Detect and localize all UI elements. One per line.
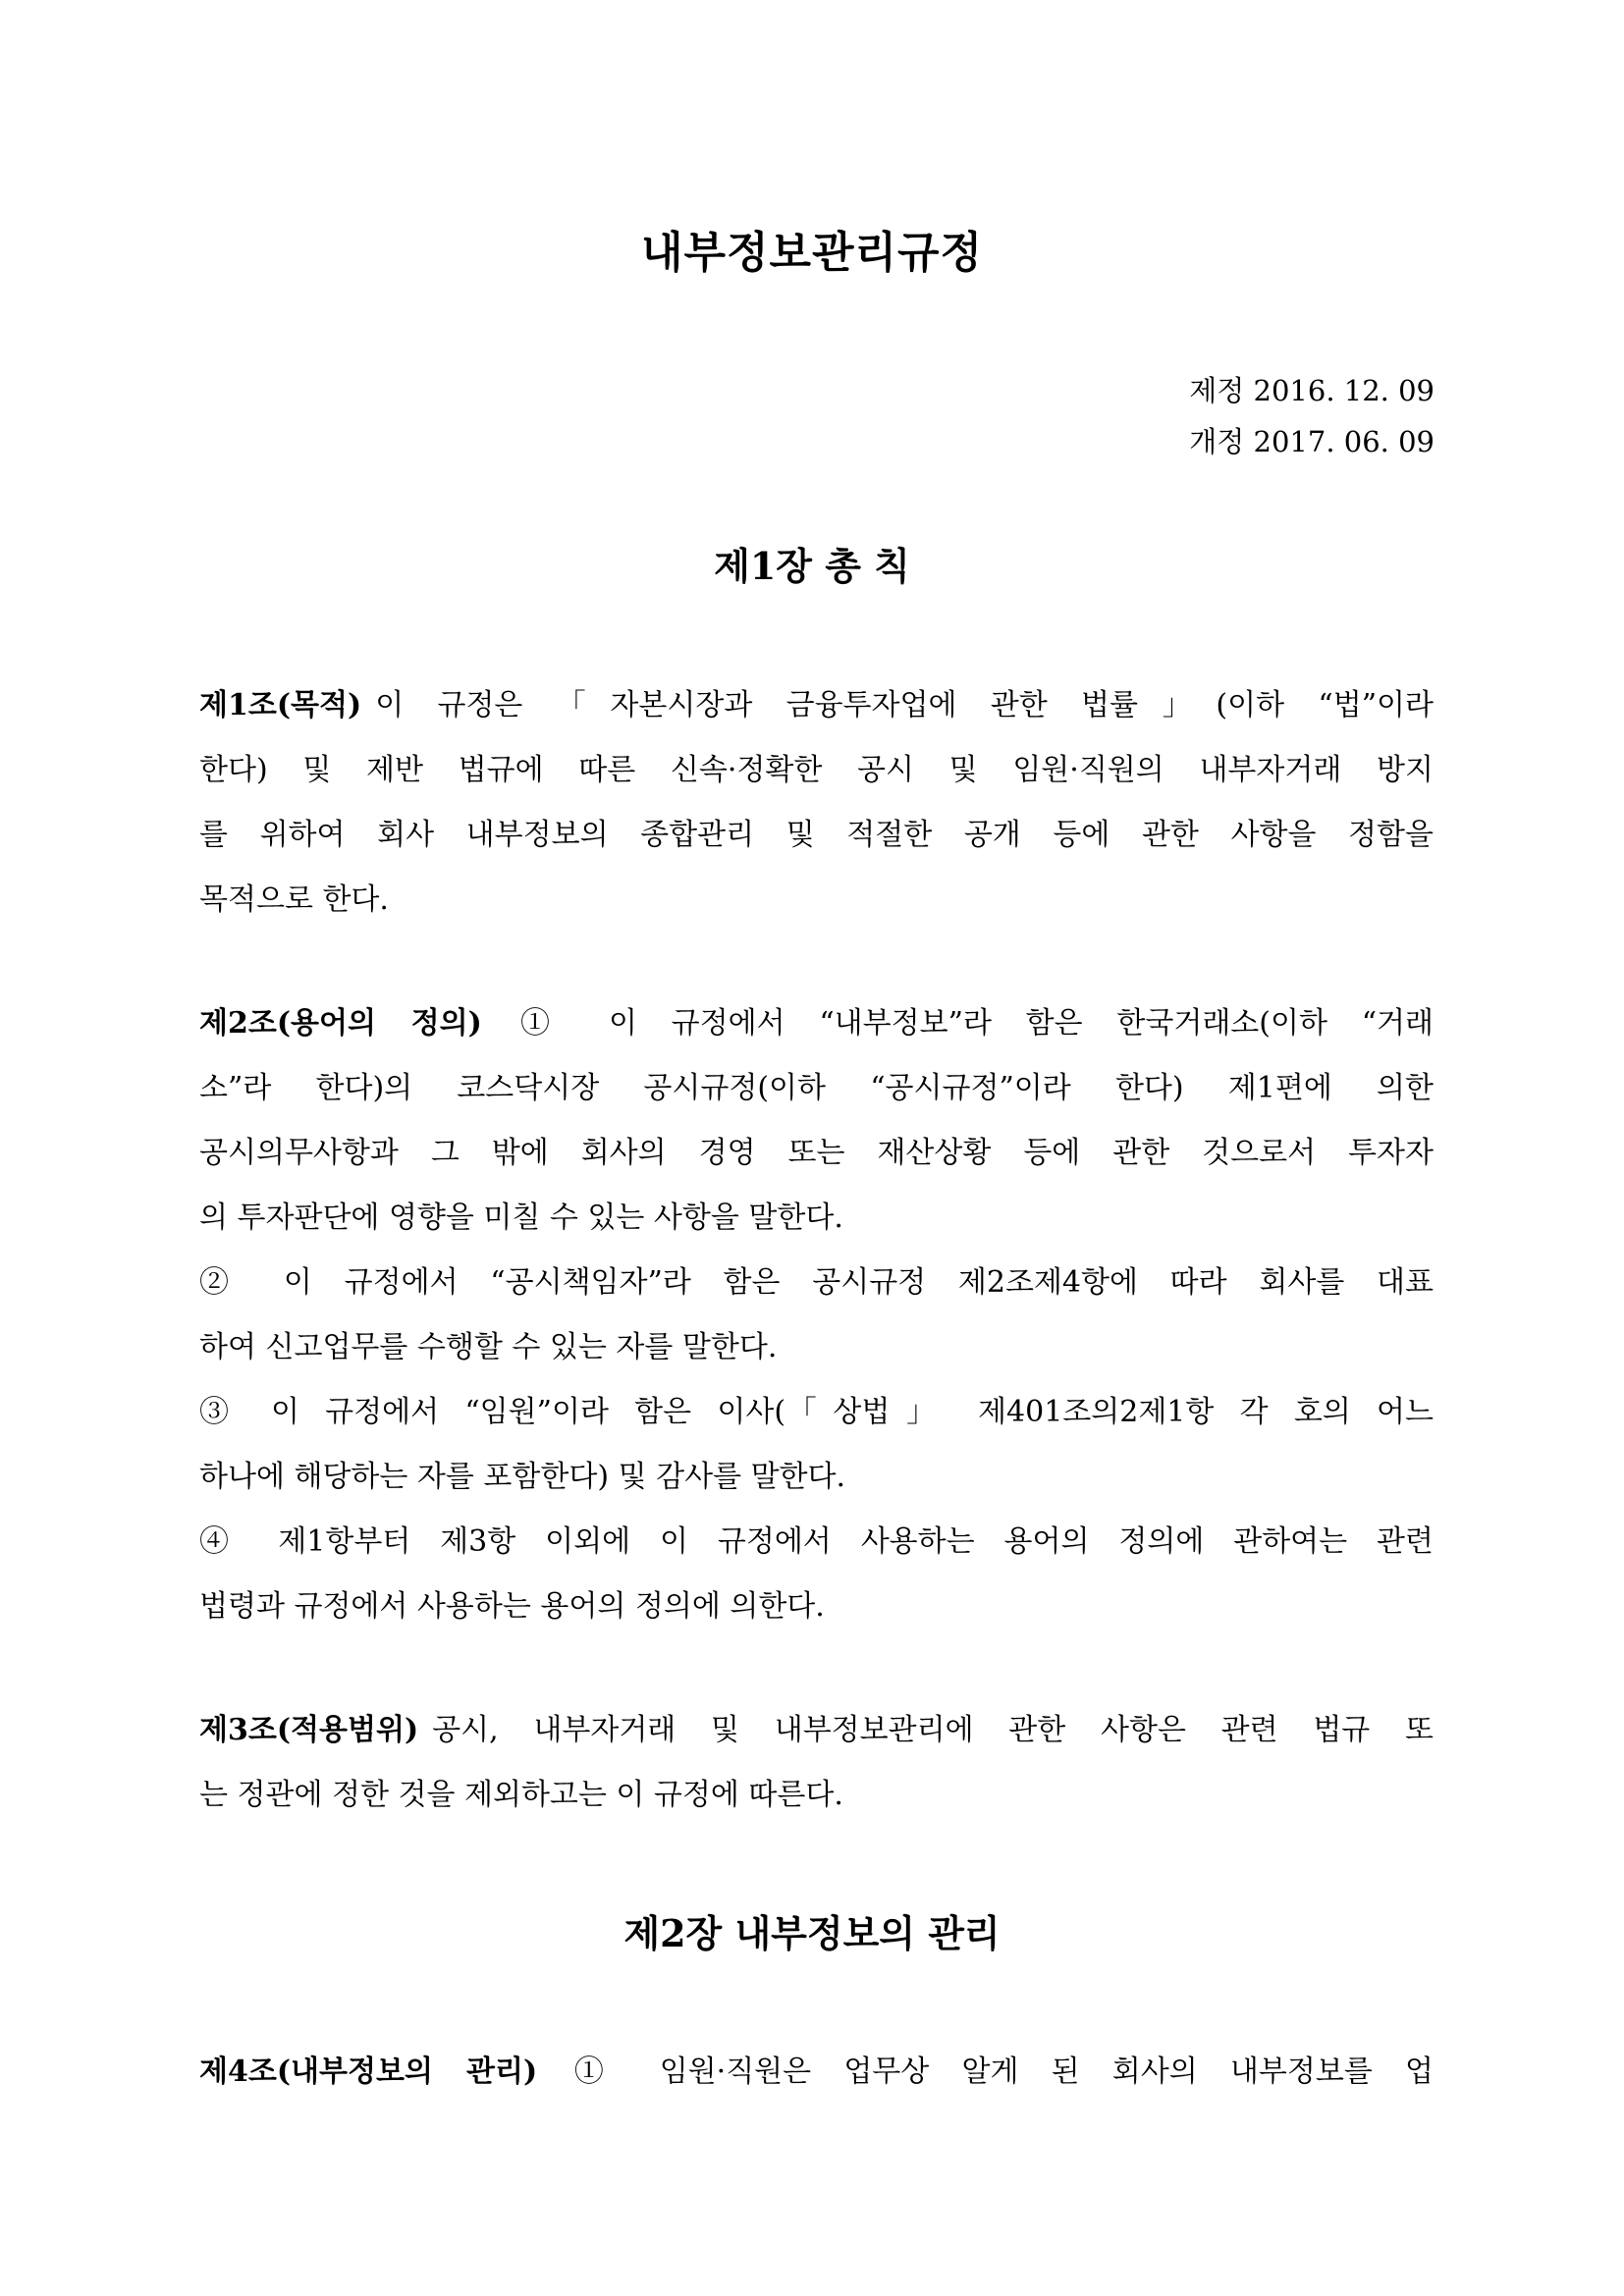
article-3-line-1 bbox=[199, 1698, 1434, 1763]
article-2 bbox=[199, 991, 1434, 1639]
article-1-text: 이 규정은 「자본시장과 금융투자업에 관한 법률」(이하 “법”이라 bbox=[375, 688, 1434, 722]
revised-date: 개정 2017. 06. 09 bbox=[1189, 425, 1435, 458]
article-2-line-7: ③ 이 규정에서 “임원”이라 함은 이사(「상법」 제401조의2제1항 각 호의 어느 bbox=[199, 1395, 1434, 1429]
article-1-heading: 제1조(목적) bbox=[199, 688, 362, 722]
article-2-line-2: 소”라 한다)의 코스닥시장 공시규정(이하 “공시규정”이라 한다) 제1편에 의한 bbox=[199, 1071, 1434, 1105]
article-1-line-2: 한다) 및 제반 법규에 따른 신속·정확한 공시 및 임원·직원의 내부자거래 방지 bbox=[199, 753, 1434, 787]
article-1-line-3: 를 위하여 회사 내부정보의 종합관리 및 적절한 공개 등에 관한 사항을 정함을 bbox=[199, 818, 1434, 852]
article-2-text: ① 이 규정에서 “내부정보”라 함은 한국거래소(이하 “거래 bbox=[495, 1006, 1434, 1041]
article-2-line-10: 법령과 규정에서 사용하는 용어의 정의에 의한다. bbox=[199, 1589, 825, 1624]
article-2-line-9: ④ 제1항부터 제3항 이외에 이 규정에서 사용하는 용어의 정의에 관하여는 관련 bbox=[199, 1524, 1434, 1559]
article-4-heading: 제4조(내부정보의 관리) bbox=[199, 2055, 538, 2089]
article-1-line-4: 목적으로 한다. bbox=[199, 882, 389, 917]
article-4-text: ① 임원·직원은 업무상 알게 된 회사의 내부정보를 업 bbox=[551, 2055, 1434, 2089]
article-4 bbox=[199, 2040, 1434, 2105]
document-title: 내부정보관리규정 bbox=[640, 228, 984, 278]
article-2-line-3: 공시의무사항과 그 밖에 회사의 경영 또는 재산상황 등에 관한 것으로서 투자자 bbox=[199, 1136, 1434, 1170]
article-2-line-1 bbox=[199, 991, 1434, 1056]
chapter-2-title: 제2장 내부정보의 관리 bbox=[623, 1911, 1001, 1955]
revision-dates bbox=[1189, 365, 1435, 467]
article-2-heading: 제2조(용어의 정의) bbox=[199, 1006, 482, 1041]
article-2-line-6: 하여 신고업무를 수행할 수 있는 자를 말한다. bbox=[199, 1330, 778, 1364]
article-2-line-4: 의 투자판단에 영향을 미칠 수 있는 사항을 말한다. bbox=[199, 1201, 843, 1235]
chapter-1-title: 제1장 총 칙 bbox=[714, 544, 910, 588]
article-1 bbox=[199, 673, 1434, 933]
article-3-line-2: 는 정관에 정한 것을 제외하고는 이 규정에 따른다. bbox=[199, 1778, 843, 1812]
article-3-text: 공시, 내부자거래 및 내부정보관리에 관한 사항은 관련 법규 또 bbox=[432, 1713, 1434, 1747]
article-1-line-1 bbox=[199, 673, 1434, 738]
article-2-line-8: 하나에 해당하는 자를 포함한다) 및 감사를 말한다. bbox=[199, 1460, 846, 1494]
article-4-line-1 bbox=[199, 2040, 1434, 2105]
article-3-heading: 제3조(적용범위) bbox=[199, 1713, 419, 1747]
enacted-date: 제정 2016. 12. 09 bbox=[1189, 374, 1435, 407]
article-3 bbox=[199, 1698, 1434, 1828]
article-2-line-5: ② 이 규정에서 “공시책임자”라 함은 공시규정 제2조제4항에 따라 회사를 대표 bbox=[199, 1265, 1434, 1300]
